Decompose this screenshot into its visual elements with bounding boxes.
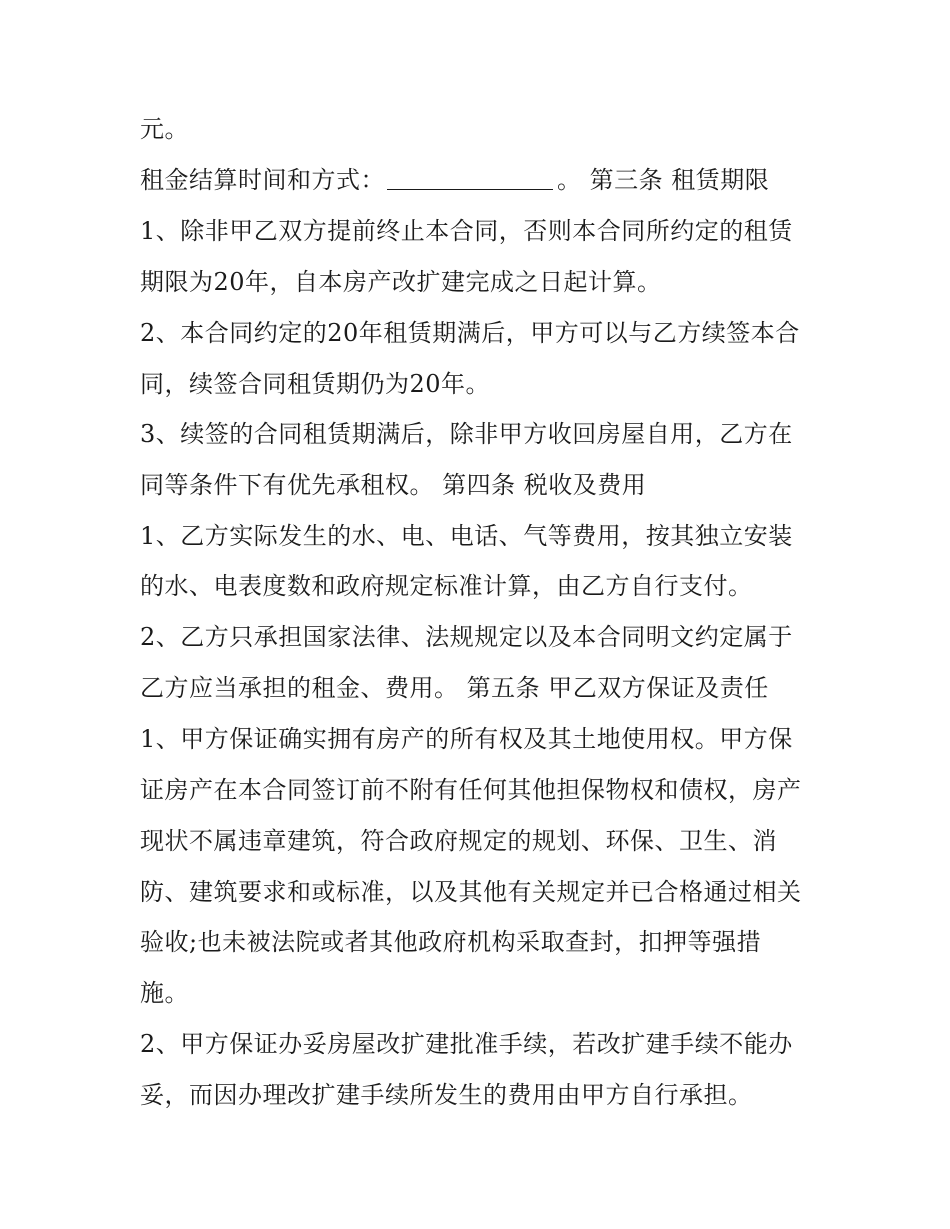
text-line: 2、本合同约定的20年租赁期满后，甲方可以与乙方续签本合 xyxy=(140,319,800,347)
text-line: 元。 xyxy=(140,115,189,143)
text-line: 验收;也未被法院或者其他政府机构采取查封，扣押等强措 xyxy=(140,928,762,956)
text-line: 的水、电表度数和政府规定标准计算，由乙方自行支付。 xyxy=(140,572,753,600)
text-line: 施。 xyxy=(140,979,189,1007)
text-line: 2、乙方只承担国家法律、法规规定以及本合同明文约定属于 xyxy=(140,623,793,651)
text-line: 2、甲方保证办妥房屋改扩建批准手续，若改扩建手续不能办 xyxy=(140,1030,793,1058)
text-line: 同等条件下有优先承租权。 第四条 税收及费用 xyxy=(140,471,647,499)
article-three-heading: 。 第三条 租赁期限 xyxy=(557,166,770,194)
text-line: 现状不属违章建筑，符合政府规定的规划、环保、卫生、消 xyxy=(140,827,777,855)
text-line: 1、乙方实际发生的水、电、电话、气等费用，按其独立安装 xyxy=(140,522,793,550)
text-line: 3、续签的合同租赁期满后，除非甲方收回房屋自用，乙方在 xyxy=(140,420,793,448)
text-line: 1、甲方保证确实拥有房产的所有权及其土地使用权。甲方保 xyxy=(140,725,793,753)
text-line: 同，续签合同租赁期仍为20年。 xyxy=(140,370,491,398)
text-line: 妥，而因办理改扩建手续所发生的费用由甲方自行承担。 xyxy=(140,1081,753,1109)
text-line: 1、除非甲乙双方提前终止本合同，否则本合同所约定的租赁 xyxy=(140,217,793,245)
text-line: 防、建筑要求和或标准，以及其他有关规定并已合格通过相关 xyxy=(140,878,802,906)
text-line: 期限为20年，自本房产改扩建完成之日起计算。 xyxy=(140,268,662,296)
text-line: 乙方应当承担的租金、费用。 第五条 甲乙双方保证及责任 xyxy=(140,674,769,702)
settlement-label: 租金结算时间和方式： xyxy=(140,166,385,194)
text-line-settlement xyxy=(140,160,830,200)
text-line: 证房产在本合同签订前不附有任何其他担保物权和债权，房产 xyxy=(140,776,802,804)
blank-fill-line xyxy=(387,165,553,190)
